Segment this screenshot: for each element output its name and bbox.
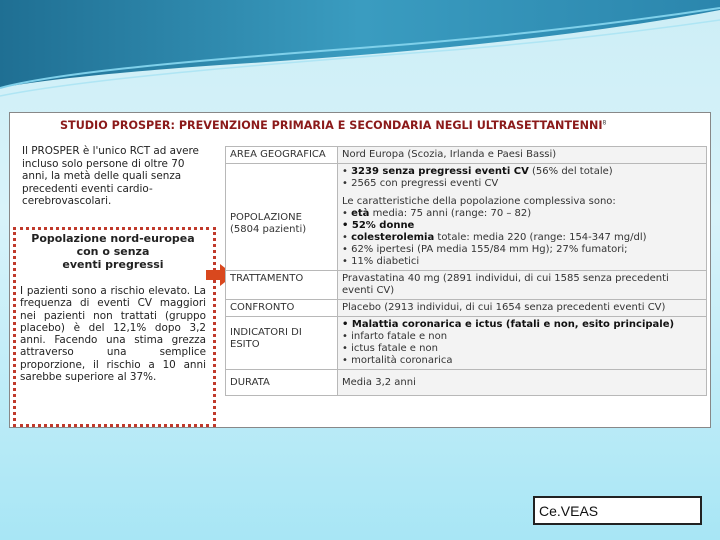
table-row [226,370,707,396]
highlight-box [20,232,206,271]
slide-image [9,112,711,428]
slide-title [60,119,700,132]
left-column [10,137,215,427]
ceveas-label: Ce.VEAS [533,496,702,525]
table-row [226,317,707,370]
intro-paragraph: Il PROSPER è l'unico RCT ad avere incluso solo persone di oltre 70 anni, la metà delle quali senza precedenti eventi cardio-cerebrovascolari. [22,145,199,208]
list-item: • mortalità coronarica [342,355,702,367]
row-label [226,164,338,271]
list-item: • infarto fatale e non [342,331,702,343]
list-item: • 52% donne [342,220,702,232]
study-table [225,146,707,396]
row-value: Media 3,2 anni [338,370,707,396]
list-item: • età media: 75 anni (range: 70 – 82) [342,208,702,220]
table-row [226,271,707,300]
title-reference: 8 [602,119,607,127]
highlight-line: Popolazione nord-europea [31,232,195,245]
list-item: • ictus fatale e non [342,343,702,355]
list-item: • 62% ipertesi (PA media 155/84 mm Hg); 27% fumatori; [342,244,702,256]
population-label: POPOLAZIONE [230,212,302,223]
row-value [338,164,707,271]
row-label: DURATA [226,370,338,396]
slide-title-text: STUDIO PROSPER: PREVENZIONE PRIMARIA E SECONDARIA NEGLI ULTRASETTANTENNI [60,119,603,132]
population-sublabel: (5804 pazienti) [230,224,307,235]
risk-paragraph: I pazienti sono a rischio elevato. La frequenza di eventi CV maggiori nei pazienti non trattati (gruppo placebo) è del 12,1% dopo 3,2 anni. Facendo una stima grezza attraverso una semplice proporzione, il rischio a 10 anni sarebbe superiore al 37%. [20,285,206,384]
row-value: Nord Europa (Scozia, Irlanda e Paesi Bassi) [338,147,707,164]
list-item: • Malattia coronarica e ictus (fatali e non, esito principale) [342,319,702,331]
table-row [226,300,707,317]
row-value: Placebo (2913 individui, di cui 1654 senza precedenti eventi CV) [338,300,707,317]
list-item: • colesterolemia totale: media 220 (range: 154-347 mg/dl) [342,232,702,244]
row-label: INDICATORI DI ESITO [226,317,338,370]
table-row [226,147,707,164]
header-wave-decoration [0,0,720,110]
row-label: CONFRONTO [226,300,338,317]
row-label: TRATTAMENTO [226,271,338,300]
row-label: AREA GEOGRAFICA [226,147,338,164]
population-caption: Le caratteristiche della popolazione complessiva sono: [342,196,616,207]
table-row [226,164,707,271]
list-item: • 11% diabetici [342,256,702,268]
list-item: • 3239 senza pregressi eventi CV (56% del totale) [342,166,702,178]
row-value [338,317,707,370]
row-value: Pravastatina 40 mg (2891 individui, di cui 1585 senza precedenti eventi CV) [338,271,707,300]
list-item: • 2565 con pregressi eventi CV [342,178,702,190]
highlight-line: con o senza [76,245,150,258]
highlight-line: eventi pregressi [62,258,164,271]
